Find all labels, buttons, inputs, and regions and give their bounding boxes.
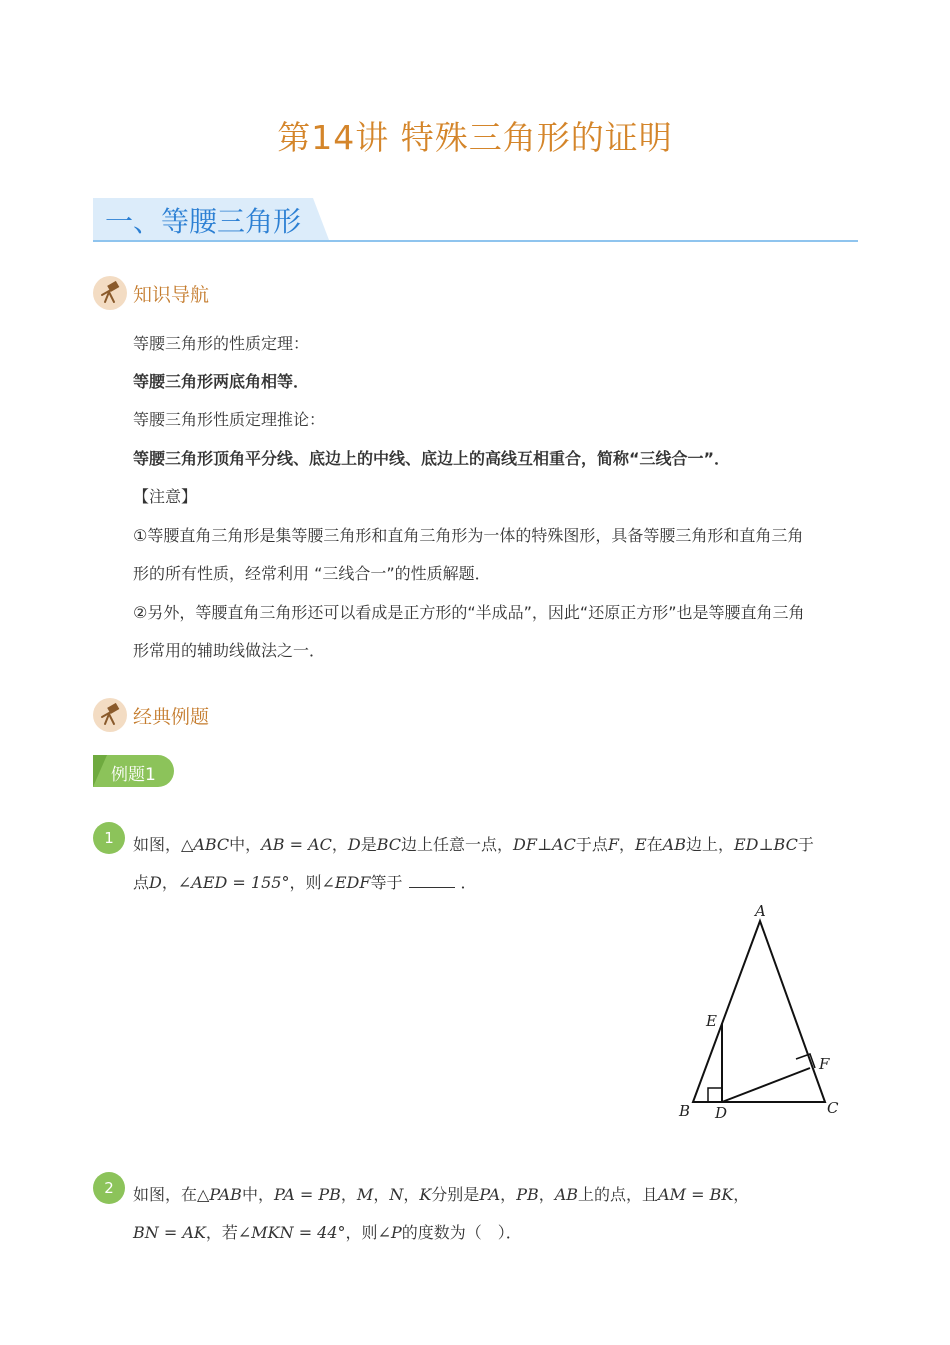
label-d: D	[715, 1104, 728, 1122]
telescope-icon	[93, 276, 127, 310]
knowledge-line: ②另外，等腰直角三角形还可以看成是正方形的“半成品”，因此“还原正方形”也是等腰直角三角	[133, 603, 805, 622]
section-title: 一、等腰三角形	[105, 205, 302, 238]
knowledge-line: 等腰三角形的性质定理：	[133, 334, 310, 353]
label-a: A	[755, 902, 766, 920]
knowledge-line: 【注意】	[133, 487, 198, 506]
page-title: 第14讲 特殊三角形的证明	[277, 118, 673, 157]
telescope-icon	[93, 698, 127, 732]
label-e: E	[706, 1012, 717, 1030]
label-b: B	[679, 1102, 691, 1120]
label-c: C	[827, 1099, 839, 1117]
example-tag	[93, 755, 174, 787]
knowledge-heading-label: 知识导航	[133, 284, 210, 306]
knowledge-line: 等腰三角形顶角平分线、底边上的中线、底边上的高线互相重合，简称“三线合一”．	[133, 449, 731, 468]
knowledge-line: ①等腰直角三角形是集等腰三角形和直角三角形为一体的特殊图形，具备等腰三角形和直角三角	[133, 526, 804, 545]
question-number: 1	[93, 822, 125, 854]
question-1-line-1: 如图，△ABC中，AB = AC，D是BC边上任意一点，DF⊥AC于点F，E在AB边上，ED⊥BC于	[133, 835, 814, 854]
examples-heading-label: 经典例题	[133, 706, 210, 728]
example-tag-label: 例题1	[111, 765, 156, 785]
question-number: 2	[93, 1172, 125, 1204]
knowledge-line: 等腰三角形性质定理推论：	[133, 410, 326, 429]
section-underline	[93, 240, 858, 242]
section-header	[93, 198, 858, 242]
knowledge-line: 形的所有性质，经常利用 “三线合一”的性质解题．	[133, 564, 491, 583]
knowledge-line: 等腰三角形两底角相等．	[133, 372, 310, 391]
question-2-line-1: 如图，在△PAB中，PA = PB，M，N，K分别是PA，PB，AB上的点，且AM = BK，	[133, 1185, 750, 1204]
label-f: F	[819, 1055, 830, 1073]
answer-blank	[409, 873, 455, 888]
segment-df	[722, 1068, 810, 1102]
knowledge-line: 形常用的辅助线做法之一．	[133, 641, 326, 660]
right-angle-mark-d	[708, 1088, 722, 1102]
triangle-figure	[660, 895, 860, 1130]
question-2-line-2: BN = AK，若∠MKN = 44°，则∠P的度数为（ ）．	[133, 1223, 522, 1242]
question-1-line-2: 点D，∠AED = 155°，则∠EDF等于 ．	[133, 873, 477, 892]
